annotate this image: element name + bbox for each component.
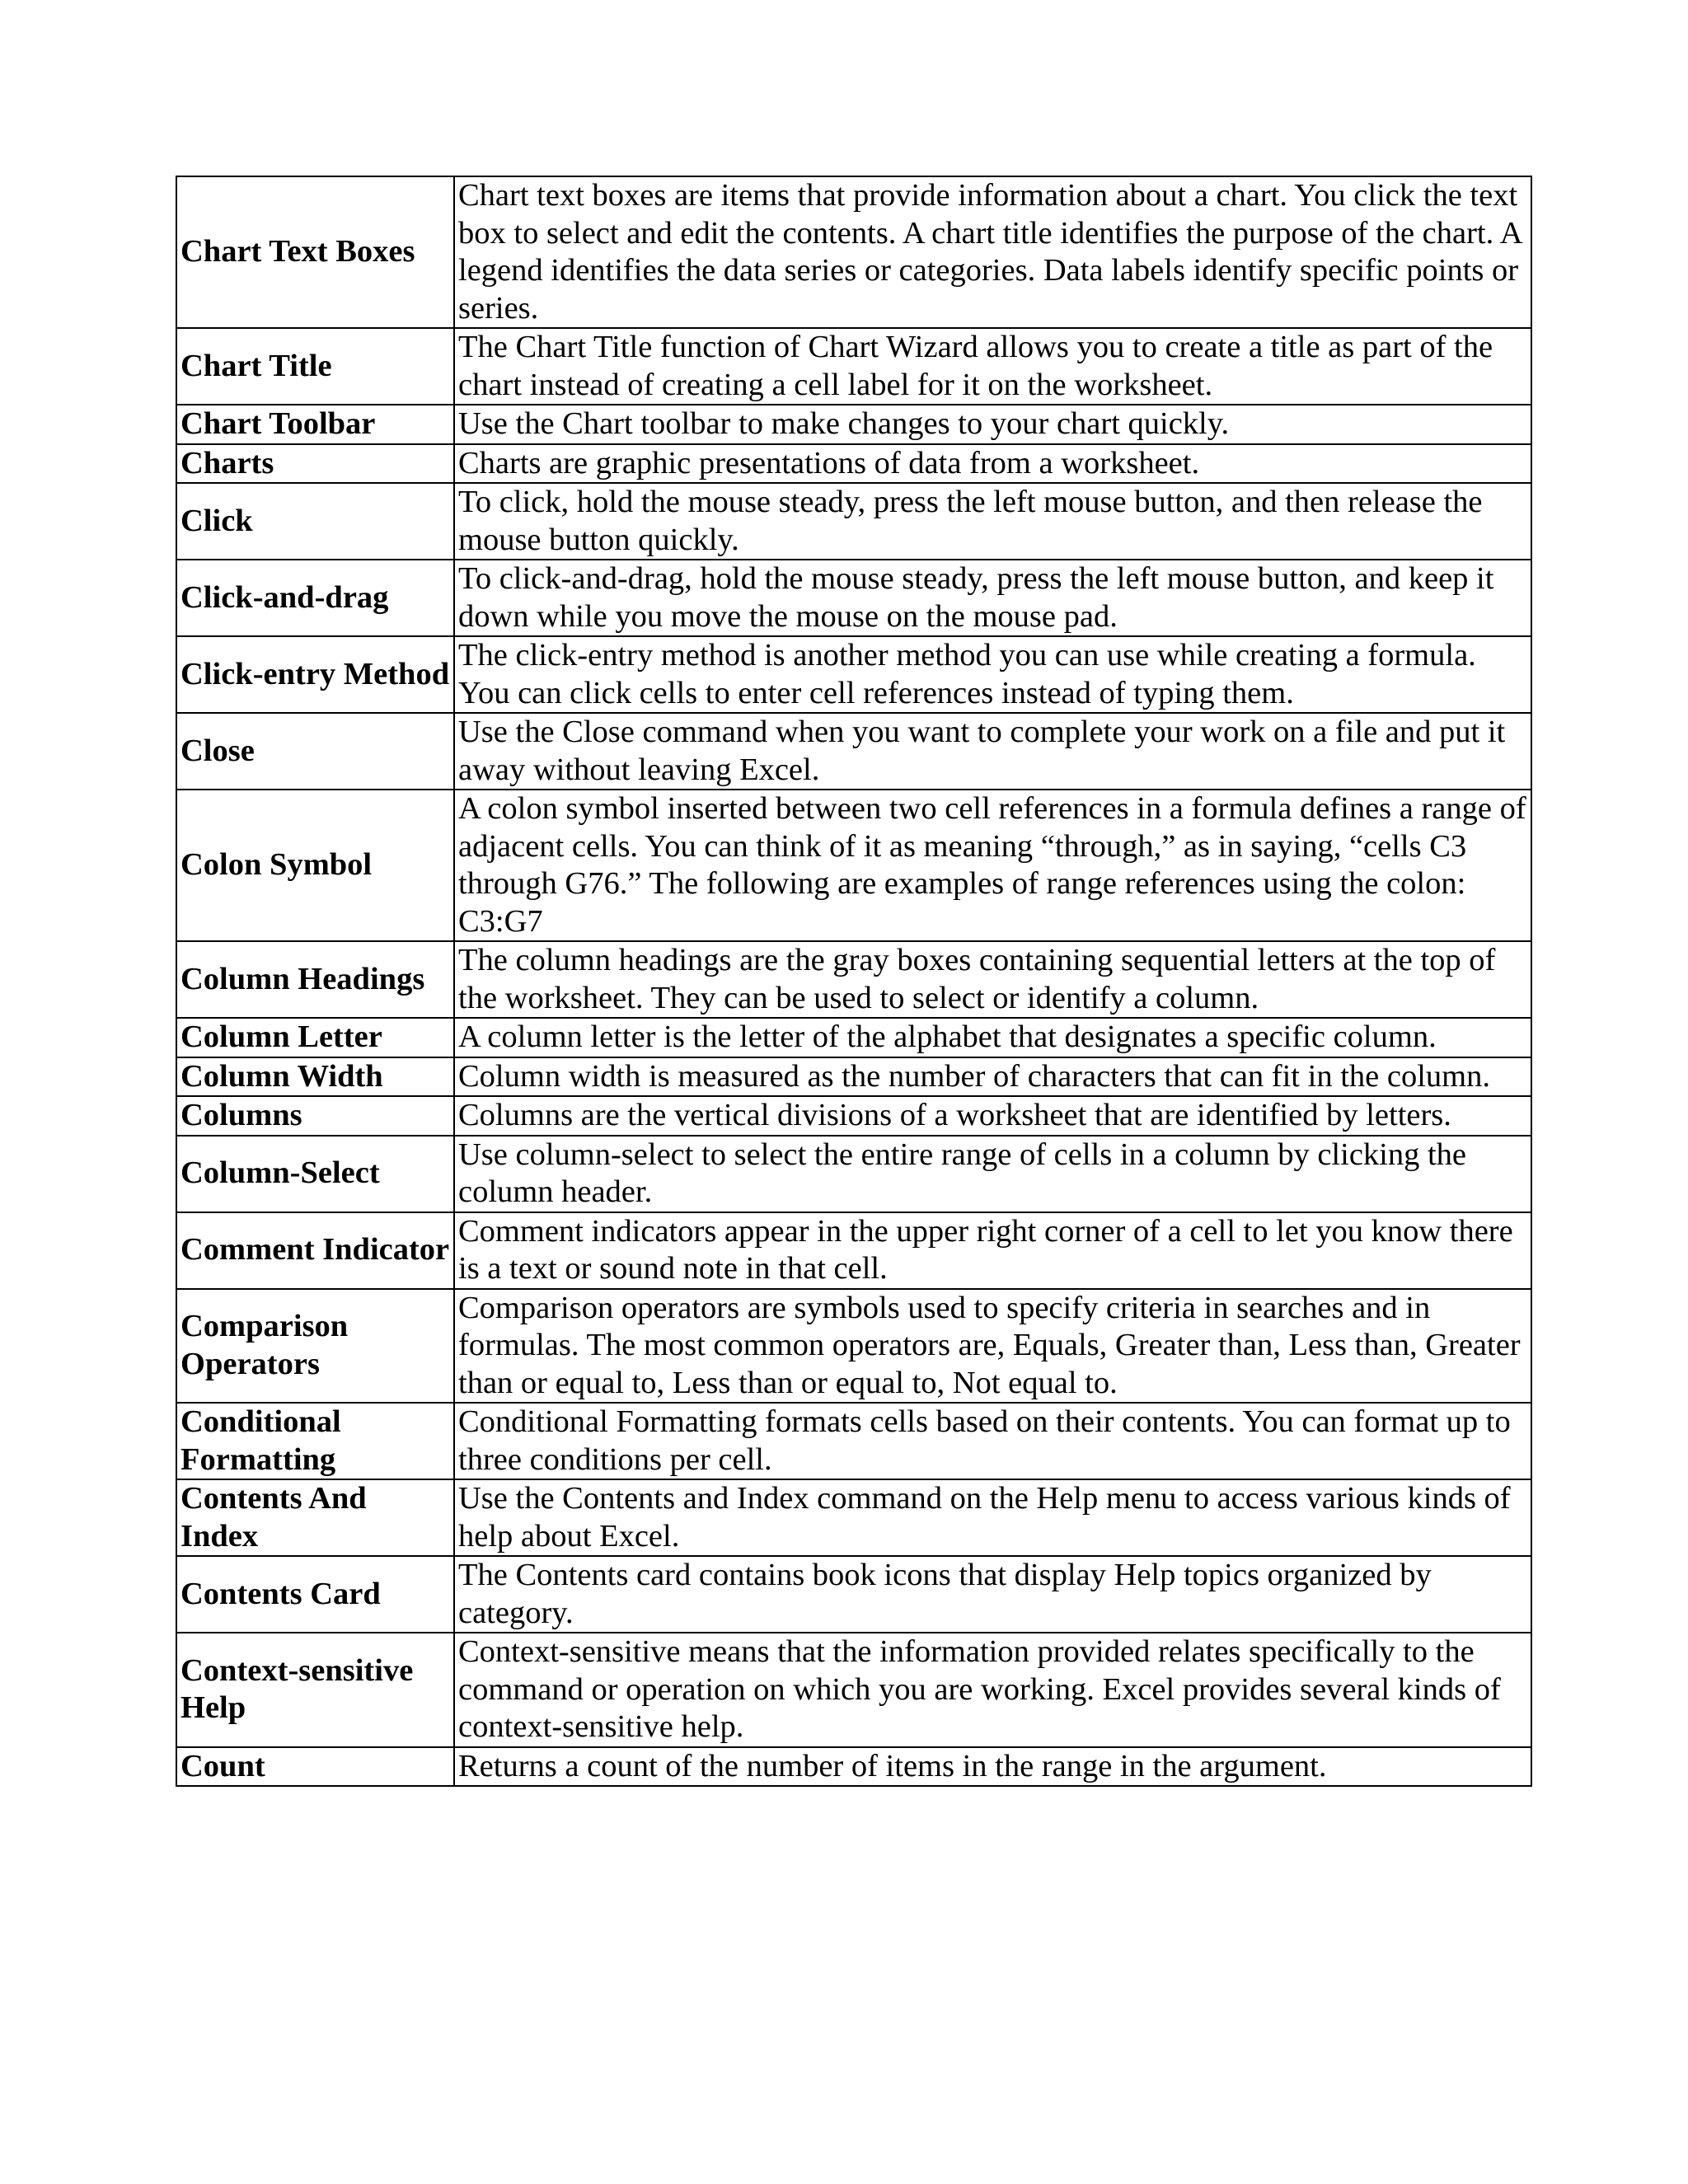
definition-cell: The column headings are the gray boxes containing sequential letters at the top of the worksheet. They can be used to select or identify a column.	[454, 941, 1531, 1018]
table-row	[176, 1479, 1531, 1556]
term-cell: Comparison Operators	[176, 1289, 454, 1404]
definition-cell: The Contents card contains book icons that display Help topics organized by category.	[454, 1556, 1531, 1633]
definition-cell: Charts are graphic presentations of data from a worksheet.	[454, 444, 1531, 484]
table-row	[176, 1633, 1531, 1747]
table-row	[176, 636, 1531, 713]
term-cell: Charts	[176, 444, 454, 484]
definition-cell: The Chart Title function of Chart Wizard allows you to create a title as part of the chart instead of creating a cell label for it on the worksheet.	[454, 328, 1531, 405]
definition-cell: A colon symbol inserted between two cell references in a formula defines a range of adjacent cells. You can think of it as meaning “through,” as in saying, “cells C3 through G76.” The following are examples of range references using the colon: C3:G7	[454, 790, 1531, 941]
term-cell: Contents Card	[176, 1556, 454, 1633]
term-cell: Click	[176, 483, 454, 560]
term-cell: Column Letter	[176, 1018, 454, 1057]
definition-cell: Context-sensitive means that the information provided relates specifically to the command or operation on which you are working. Excel provides several kinds of context-sensitive help.	[454, 1633, 1531, 1747]
term-cell: Chart Text Boxes	[176, 176, 454, 328]
term-cell: Count	[176, 1747, 454, 1787]
term-cell: Context-sensitive Help	[176, 1633, 454, 1747]
definition-cell: Comment indicators appear in the upper right corner of a cell to let you know there is a text or sound note in that cell.	[454, 1212, 1531, 1289]
definition-cell: Chart text boxes are items that provide information about a chart. You click the text box to select and edit the contents. A chart title identifies the purpose of the chart. A legend identifies the data series or categories. Data labels identify specific points or series.	[454, 176, 1531, 328]
term-cell: Conditional Formatting	[176, 1403, 454, 1479]
definition-cell: To click-and-drag, hold the mouse steady, press the left mouse button, and keep it down while you move the mouse on the mouse pad.	[454, 560, 1531, 636]
table-row	[176, 941, 1531, 1018]
definition-cell: A column letter is the letter of the alphabet that designates a specific column.	[454, 1018, 1531, 1057]
definition-cell: Use the Chart toolbar to make changes to your chart quickly.	[454, 405, 1531, 444]
term-cell: Close	[176, 713, 454, 790]
definition-cell: Columns are the vertical divisions of a worksheet that are identified by letters.	[454, 1096, 1531, 1136]
term-cell: Column Headings	[176, 941, 454, 1018]
table-row	[176, 790, 1531, 941]
table-row	[176, 560, 1531, 636]
table-row	[176, 328, 1531, 405]
table-row	[176, 1096, 1531, 1136]
definition-cell: Use the Contents and Index command on the Help menu to access various kinds of help about Excel.	[454, 1479, 1531, 1556]
term-cell: Chart Toolbar	[176, 405, 454, 444]
table-row	[176, 1556, 1531, 1633]
definition-cell: Conditional Formatting formats cells based on their contents. You can format up to three conditions per cell.	[454, 1403, 1531, 1479]
term-cell: Click-entry Method	[176, 636, 454, 713]
table-row	[176, 1057, 1531, 1097]
table-row	[176, 176, 1531, 328]
term-cell: Chart Title	[176, 328, 454, 405]
table-row	[176, 444, 1531, 484]
table-row	[176, 1212, 1531, 1289]
table-row	[176, 405, 1531, 444]
table-row	[176, 1403, 1531, 1479]
glossary-table	[176, 176, 1532, 1787]
table-row	[176, 713, 1531, 790]
term-cell: Column Width	[176, 1057, 454, 1097]
table-row	[176, 1136, 1531, 1212]
definition-cell: To click, hold the mouse steady, press the left mouse button, and then release the mouse button quickly.	[454, 483, 1531, 560]
term-cell: Column-Select	[176, 1136, 454, 1212]
term-cell: Columns	[176, 1096, 454, 1136]
term-cell: Colon Symbol	[176, 790, 454, 941]
definition-cell: Use column-select to select the entire range of cells in a column by clicking the column header.	[454, 1136, 1531, 1212]
table-row	[176, 1018, 1531, 1057]
glossary-body	[176, 176, 1531, 1786]
definition-cell: Column width is measured as the number of characters that can fit in the column.	[454, 1057, 1531, 1097]
definition-cell: Comparison operators are symbols used to specify criteria in searches and in formulas. The most common operators are, Equals, Greater than, Less than, Greater than or equal to, Less than or equal to, Not equal to.	[454, 1289, 1531, 1404]
definition-cell: Use the Close command when you want to complete your work on a file and put it away without leaving Excel.	[454, 713, 1531, 790]
definition-cell: Returns a count of the number of items in the range in the argument.	[454, 1747, 1531, 1787]
term-cell: Comment Indicator	[176, 1212, 454, 1289]
definition-cell: The click-entry method is another method you can use while creating a formula. You can click cells to enter cell references instead of typing them.	[454, 636, 1531, 713]
table-row	[176, 483, 1531, 560]
table-row	[176, 1289, 1531, 1404]
term-cell: Click-and-drag	[176, 560, 454, 636]
term-cell: Contents And Index	[176, 1479, 454, 1556]
table-row	[176, 1747, 1531, 1787]
